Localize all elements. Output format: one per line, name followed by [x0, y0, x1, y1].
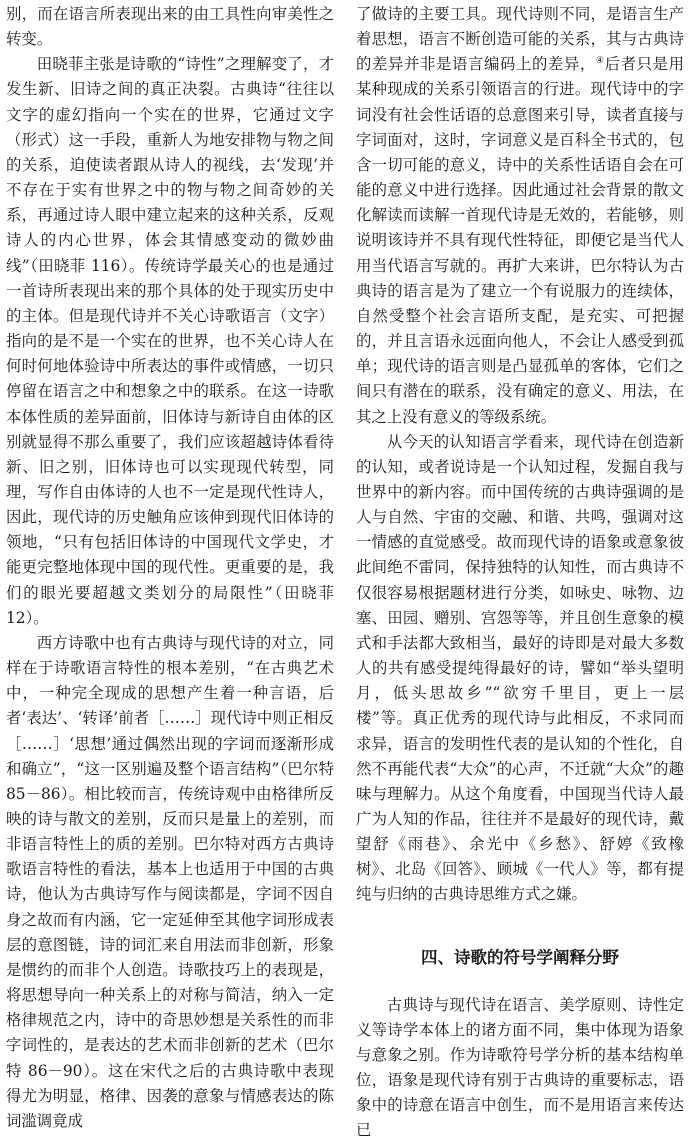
paragraph: 田晓菲主张是诗歌的“诗性”之理解变了，才发生新、旧诗之间的真正决裂。古典诗“往往以文字的虚幻指向一个实在的世界，它通过文字（形式）这一手段，重新人为地安排物与物之间的关系，迫使读者跟从诗人的视线，去‘发现’并不存在于实有世界之中的物与物之间奇妙的关系，再通过诗人眼中建立起来的这种关系，反观诗人的内心世界，体会其情感变动的微妙曲线”（田晓菲 116）。传统诗学最关心的也是通过一首诗所表现出来的那个具体的处于现实历史中的主体。但是现代诗并不关心诗歌语言（文字）指向的是不是一个实在的世界，也不关心诗人在何时何地体验诗中所表达的事件或情感，一切只停留在语言之中和想象之中的联系。在这一诗歌本体性质的差异面前，旧体诗与新诗自由体的区别就显得不那么重要了，我们应该超越诗体看待新、旧之别，旧体诗也可以实现现代转型，同理，写作自由体诗的人也不一定是现代性诗人，因此，现代诗的历史触角应该伸到现代旧体诗的领地，“只有包括旧体诗的中国现代文学史，才能更完整地体现中国的现代性。更重要的是，我们的眼光要超越文类划分的局限性”（田晓菲 12）。: [6, 55, 334, 627]
right-column: [356, 2, 684, 1144]
paragraph-text: 后者只是用某种现成的关系引领语言的行进。现代诗中的字词没有社会性话语的总意图来引导，读者直接与字词面对，这时，字词意义是百科全书式的，包含一切可能的意义，诗中的关系性话语自会在可能的意义中进行选择。因此通过社会背景的散文化解读而读解一首现代诗是无效的，若能够，则说明该诗并不具有现代性特征，即便它是当代人用当代语言写就的。再扩大来讲，巴尔特认为古典诗的语言是为了建立一个有说服力的连续体，自然受整个社会言语所支配，是充实、可把握的，并且言语永远面向他人，不会让人感受到孤单；现代诗的语言则是凸显孤单的客体，它们之间只有潜在的联系，没有确定的意义、用法，在其之上没有意义的等级系统。: [356, 55, 684, 426]
footnote-marker: ④: [595, 56, 605, 67]
section-heading: 四、诗歌的符号学阐释分野: [421, 947, 619, 967]
paragraph: [356, 2, 684, 430]
paragraph: 西方诗歌中也有古典诗与现代诗的对立，同样在于诗歌语言特性的根本差别，“在古典艺术中，一种完全现成的思想产生着一种言语，后者‘表达’、‘转译’前者［……］现代诗中则正相反［……］‘思想’通过偶然出现的字词而逐渐形成和确立”，“这一区别遍及整个语言结构”（巴尔特 85－86）。相比较而言，传统诗观中由格律所反映的诗与散文的差别，反而只是量上的差别，而非语言特性上的质的差别。巴尔特对西方古典诗歌语言特性的看法，基本上也适用于中国的古典诗，他认为古典诗写作与阅读都是，字词不因自身之故而有内涵，它一定延伸至其他字词形成表层的意图链，诗的词汇来自用法而非创新，形象是惯约的而非个人创造。诗歌技巧上的表现是，将思想导向一种关系上的对称与简洁，纳入一定格律规范之内，诗中的奇思妙想是关系性的而非字词性的，是表达的艺术而非创新的艺术（巴尔特 86－90）。这在宋代之后的古典诗歌中表现得尤为明显，格律、因袭的意象与情感表达的陈词滥调竟成: [6, 633, 334, 1130]
paragraph-text: 了做诗的主要工具。现代诗则不同，是语言生产着思想，语言不断创造可能的关系，其与古典诗的差异并非是语言编码上的差异，: [356, 5, 684, 74]
paragraph: 从今天的认知语言学看来，现代诗在创造新的认知，或者说诗是一个认知过程，发掘自我与世界中的新内容。而中国传统的古典诗强调的是人与自然、宇宙的交融、和谐、共鸣，强调对这一情感的直觉感受。故而现代诗的语象或意象彼此间绝不雷同，保持独特的认知性，而古典诗不仅很容易根据题材进行分类，如咏史、咏物、边塞、田园、赠别、宫怨等等，并且创生意象的模式和手法都大致相当，最好的诗即是对最大多数人的共有感受提纯得最好的诗，譬如“举头望明月，低头思故乡”“欲穷千里目，更上一层楼”等。真正优秀的现代诗与此相反，不求同而求异，语言的发明性代表的是认知的个性化，自然不再能代表“大众”的心声，不迁就“大众”的趣味与理解力。从这个角度看，中国现当代诗人最广为人知的作品，往往并不是最好的现代诗，戴望舒《雨巷》、余光中《乡愁》、舒婷《致橡树》、北岛《回答》、顾城《一代人》等，都有提纯与归纳的古典诗思维方式之嫌。: [356, 432, 684, 904]
paragraph: 别，而在语言所表现出来的由工具性向审美性之转变。: [6, 5, 334, 49]
paragraph: 古典诗与现代诗在语言、美学原则、诗性定义等诗学本体上的诸方面不同，集中体现为语象与意象之别。作为诗歌符号学分析的基本结构单位，语象是现代诗有别于古典诗的重要标志，语象中的诗意在语言中创生，而不是用语言来传达已: [356, 995, 684, 1140]
left-column: [6, 2, 334, 1134]
